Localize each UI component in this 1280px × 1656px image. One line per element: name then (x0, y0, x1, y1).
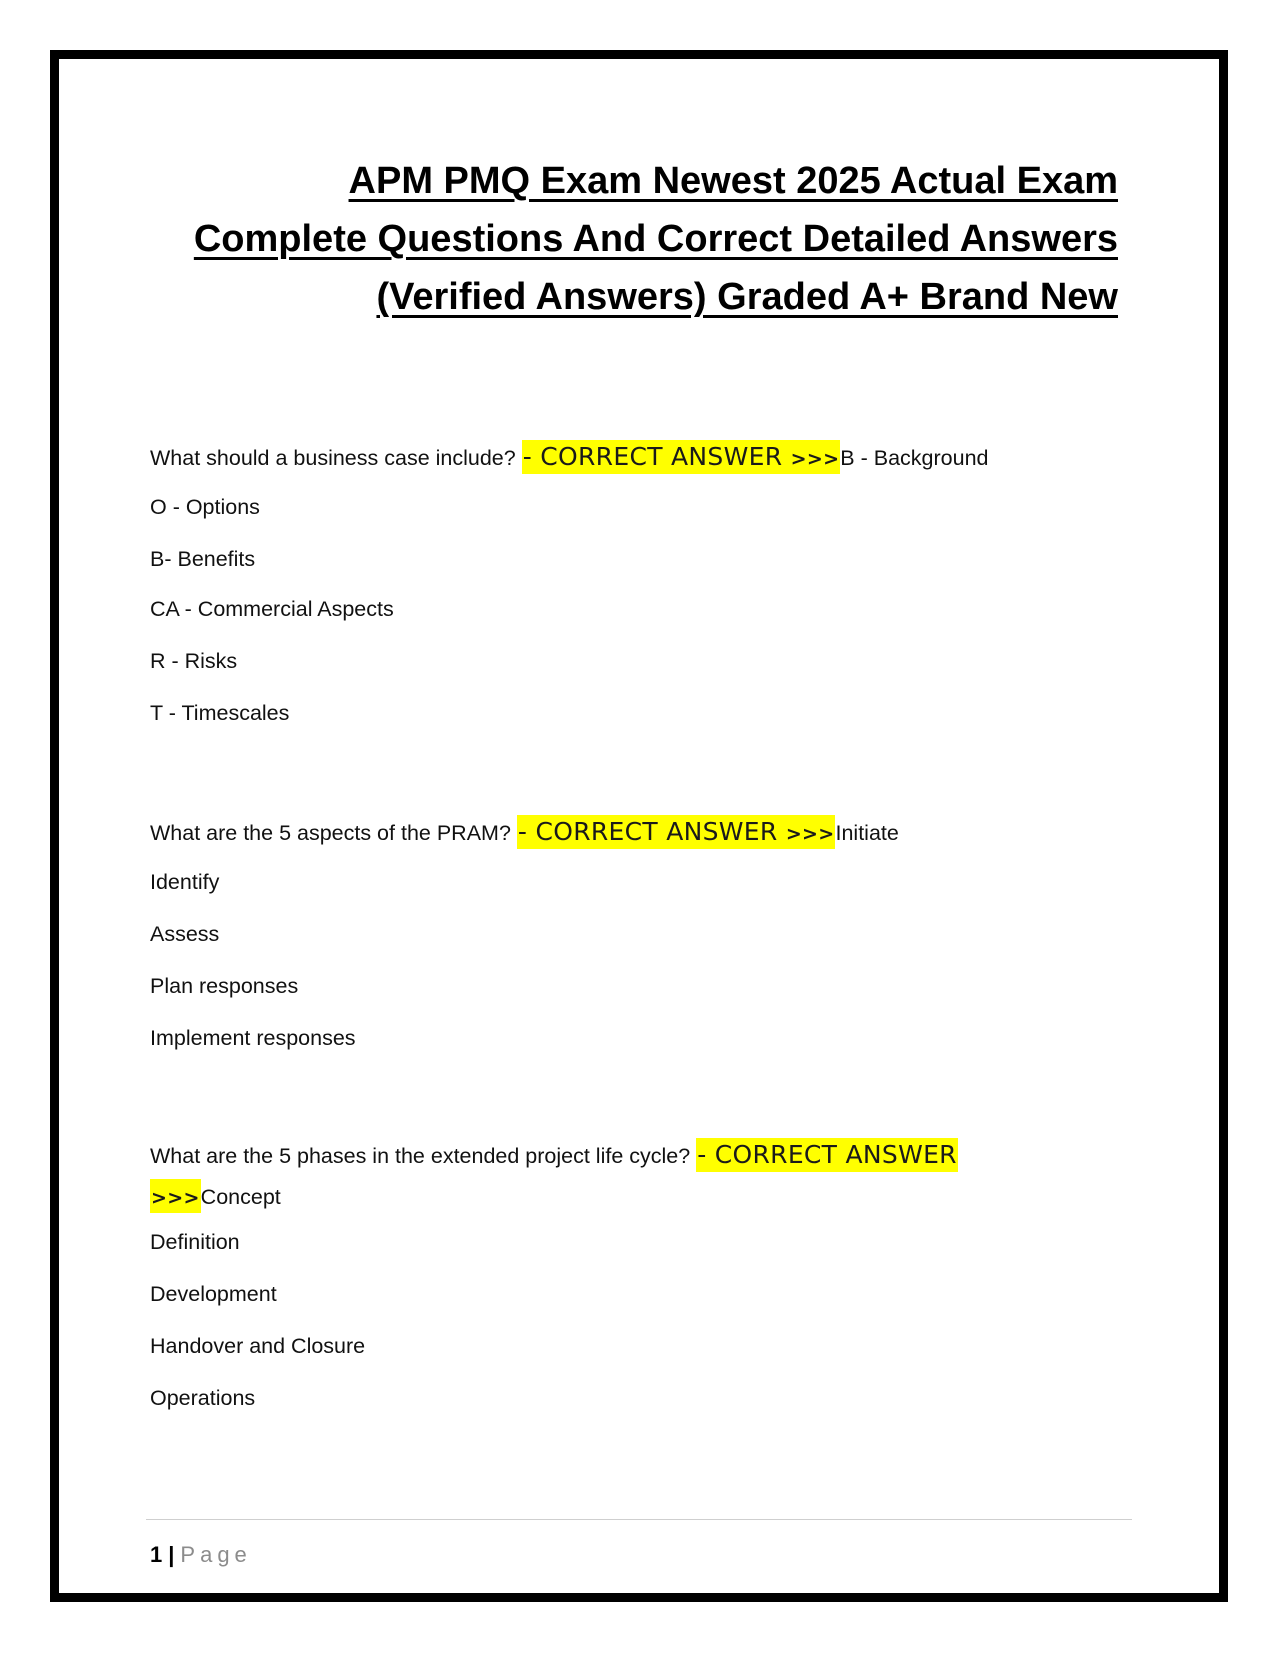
answer-item: Development (150, 1282, 277, 1306)
answer-item: Identify (150, 870, 220, 894)
answer-item: Implement responses (150, 1026, 356, 1050)
page-label: Page (180, 1542, 252, 1567)
qa-block-2 (150, 815, 1050, 1055)
question-line-continued (150, 1179, 1050, 1215)
page-number: 1 (150, 1542, 163, 1567)
qa-block-3 (150, 1138, 1050, 1415)
answer-item: R - Risks (150, 649, 238, 673)
question-text: What should a business case include? (150, 446, 522, 470)
answer-item: Definition (150, 1230, 240, 1254)
answer-item: T - Timescales (150, 701, 290, 725)
answer-item: Plan responses (150, 974, 299, 998)
title-line-1: APM PMQ Exam Newest 2025 Actual Exam (348, 160, 1118, 202)
answer-item: CA - Commercial Aspects (150, 597, 394, 621)
qa-block-1 (150, 440, 1050, 730)
correct-answer-marker: - CORRECT ANSWER >>> (517, 815, 836, 849)
first-answer: Concept (200, 1185, 281, 1209)
title-line-3: (Verified Answers) Graded A+ Brand New (376, 276, 1118, 318)
title-line-2: Complete Questions And Correct Detailed Answers (193, 218, 1118, 260)
question-line (150, 815, 1050, 851)
question-text: What are the 5 phases in the extended project life cycle? (150, 1144, 697, 1168)
question-line (150, 1138, 1050, 1173)
first-answer: B - Background (840, 446, 989, 470)
question-text: What are the 5 aspects of the PRAM? (150, 821, 517, 845)
answer-item: Handover and Closure (150, 1334, 366, 1358)
footer-divider (146, 1519, 1132, 1520)
question-line (150, 440, 1050, 476)
first-answer: Initiate (835, 821, 899, 845)
page-footer (150, 1540, 252, 1570)
correct-answer-arrows: >>> (150, 1179, 201, 1213)
answer-item: O - Options (150, 495, 260, 519)
correct-answer-marker: - CORRECT ANSWER (696, 1138, 958, 1172)
footer-separator: | (168, 1542, 175, 1567)
answer-item: Assess (150, 922, 220, 946)
answer-item: Operations (150, 1386, 256, 1410)
correct-answer-marker: - CORRECT ANSWER >>> (522, 440, 841, 474)
document-title (158, 152, 1118, 326)
answer-item: B- Benefits (150, 547, 256, 571)
